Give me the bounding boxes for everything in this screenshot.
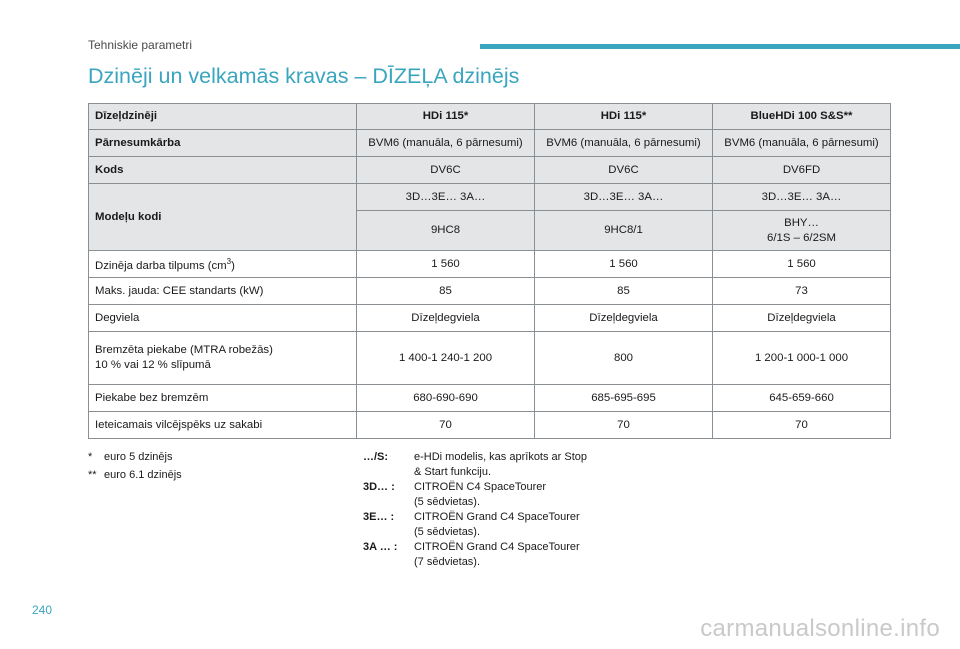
legend-line: (5 sēdvietas).: [414, 526, 481, 538]
page-number: 240: [32, 603, 53, 617]
section-label: Tehniskie parametri: [88, 38, 193, 52]
page-title: Dzinēji un velkamās kravas – DĪZEĻA dzinējs: [88, 64, 520, 88]
legend-line: e-HDi modelis, kas aprīkots ar Stop: [414, 451, 588, 463]
table-row-braked-trailer: [89, 332, 891, 385]
table-row-nose-weight: [89, 412, 891, 439]
footnote-mark: **: [88, 469, 97, 481]
column-header: BlueHDi 100 S&S**: [713, 104, 891, 130]
table-cell: Dīzeļdegviela: [713, 305, 891, 332]
column-header: HDi 115*: [535, 104, 713, 130]
legend-text: [414, 450, 614, 480]
legend-key: 3E… :: [363, 511, 395, 523]
table-cell: [713, 211, 891, 251]
legend-line: (7 sēdvietas).: [414, 556, 481, 568]
watermark: carmanualsonline.info: [700, 615, 940, 642]
table-cell: 1 560: [535, 251, 713, 278]
row-label: Dīzeļdzinēji: [89, 104, 357, 130]
legend-item: [363, 510, 614, 540]
label-line: Bremzēta piekabe (MTRA robežās): [95, 344, 273, 356]
table-cell: 3D…3E… 3A…: [535, 184, 713, 211]
table-row-model-codes: [89, 184, 891, 211]
table-cell: 9HC8: [357, 211, 535, 251]
legend-item: [363, 450, 614, 480]
label-text: Dzinēja darba tilpums (cm: [95, 259, 227, 272]
table-row-unbraked-trailer: [89, 385, 891, 412]
table-row-power: [89, 278, 891, 305]
table-cell: BVM6 (manuāla, 6 pārnesumi): [357, 130, 535, 157]
table-cell: 73: [713, 278, 891, 305]
table-row-code: [89, 157, 891, 184]
section-accent-bar: [480, 44, 960, 49]
footnote-text: euro 6.1 dzinējs: [104, 469, 182, 481]
legend-text: [414, 540, 614, 570]
legend-line: & Start funkciju.: [414, 466, 492, 478]
engine-specs-table: [88, 103, 891, 439]
legend-key: …/S:: [363, 451, 389, 463]
table-cell: 685-695-695: [535, 385, 713, 412]
row-label: [89, 332, 357, 385]
row-label: Degviela: [89, 305, 357, 332]
footnote: [88, 450, 182, 465]
legend-text: [414, 510, 614, 540]
table-cell: 645-659-660: [713, 385, 891, 412]
table-cell: DV6FD: [713, 157, 891, 184]
label-line: 10 % vai 12 % slīpumā: [95, 359, 211, 371]
table-cell: 1 560: [357, 251, 535, 278]
footnote: [88, 468, 182, 483]
legend-text: [414, 480, 614, 510]
table-cell: 70: [535, 412, 713, 439]
table-cell: Dīzeļdegviela: [535, 305, 713, 332]
table-cell: 1 400-1 240-1 200: [357, 332, 535, 385]
row-label: Modeļu kodi: [89, 184, 357, 251]
table-cell: 9HC8/1: [535, 211, 713, 251]
cell-line: BHY…: [784, 216, 819, 229]
cell-line: 6/1S – 6/2SM: [766, 231, 837, 244]
table-cell: 1 560: [713, 251, 891, 278]
label-text-end: ): [231, 259, 235, 272]
table-cell: Dīzeļdegviela: [357, 305, 535, 332]
legend-line: (5 sēdvietas).: [414, 496, 481, 508]
table-cell: 3D…3E… 3A…: [713, 184, 891, 211]
row-label: Piekabe bez bremzēm: [89, 385, 357, 412]
table-cell: 70: [713, 412, 891, 439]
table-cell: 800: [535, 332, 713, 385]
table-cell: 85: [357, 278, 535, 305]
table-header-row: [89, 104, 891, 130]
row-label: Pārnesumkārba: [89, 130, 357, 157]
legend-line: CITROËN Grand C4 SpaceTourer: [414, 541, 580, 553]
table-cell: BVM6 (manuāla, 6 pārnesumi): [713, 130, 891, 157]
column-header: HDi 115*: [357, 104, 535, 130]
table-cell: 3D…3E… 3A…: [357, 184, 535, 211]
footnote-mark: *: [88, 451, 93, 463]
row-label: Maks. jauda: CEE standarts (kW): [89, 278, 357, 305]
model-legend: [363, 450, 614, 570]
table-row-fuel: [89, 305, 891, 332]
row-label: Ieteicamais vilcējspēks uz sakabi: [89, 412, 357, 439]
legend-item: [363, 480, 614, 510]
table-cell: 680-690-690: [357, 385, 535, 412]
legend-key: 3A … :: [363, 541, 398, 553]
row-label: Kods: [89, 157, 357, 184]
table-cell: 1 200-1 000-1 000: [713, 332, 891, 385]
footnote-text: euro 5 dzinējs: [104, 451, 173, 463]
row-label: [89, 251, 357, 278]
legend-line: CITROËN C4 SpaceTourer: [414, 481, 547, 493]
legend-line: CITROËN Grand C4 SpaceTourer: [414, 511, 580, 523]
footnotes: [88, 450, 182, 486]
table-row-displacement: [89, 251, 891, 278]
table-row-gearbox: [89, 130, 891, 157]
table-cell: DV6C: [357, 157, 535, 184]
table-cell: DV6C: [535, 157, 713, 184]
table-cell: 70: [357, 412, 535, 439]
legend-item: [363, 540, 614, 570]
table-cell: BVM6 (manuāla, 6 pārnesumi): [535, 130, 713, 157]
superscript: 3: [226, 257, 232, 267]
legend-key: 3D… :: [363, 481, 395, 493]
table-cell: 85: [535, 278, 713, 305]
